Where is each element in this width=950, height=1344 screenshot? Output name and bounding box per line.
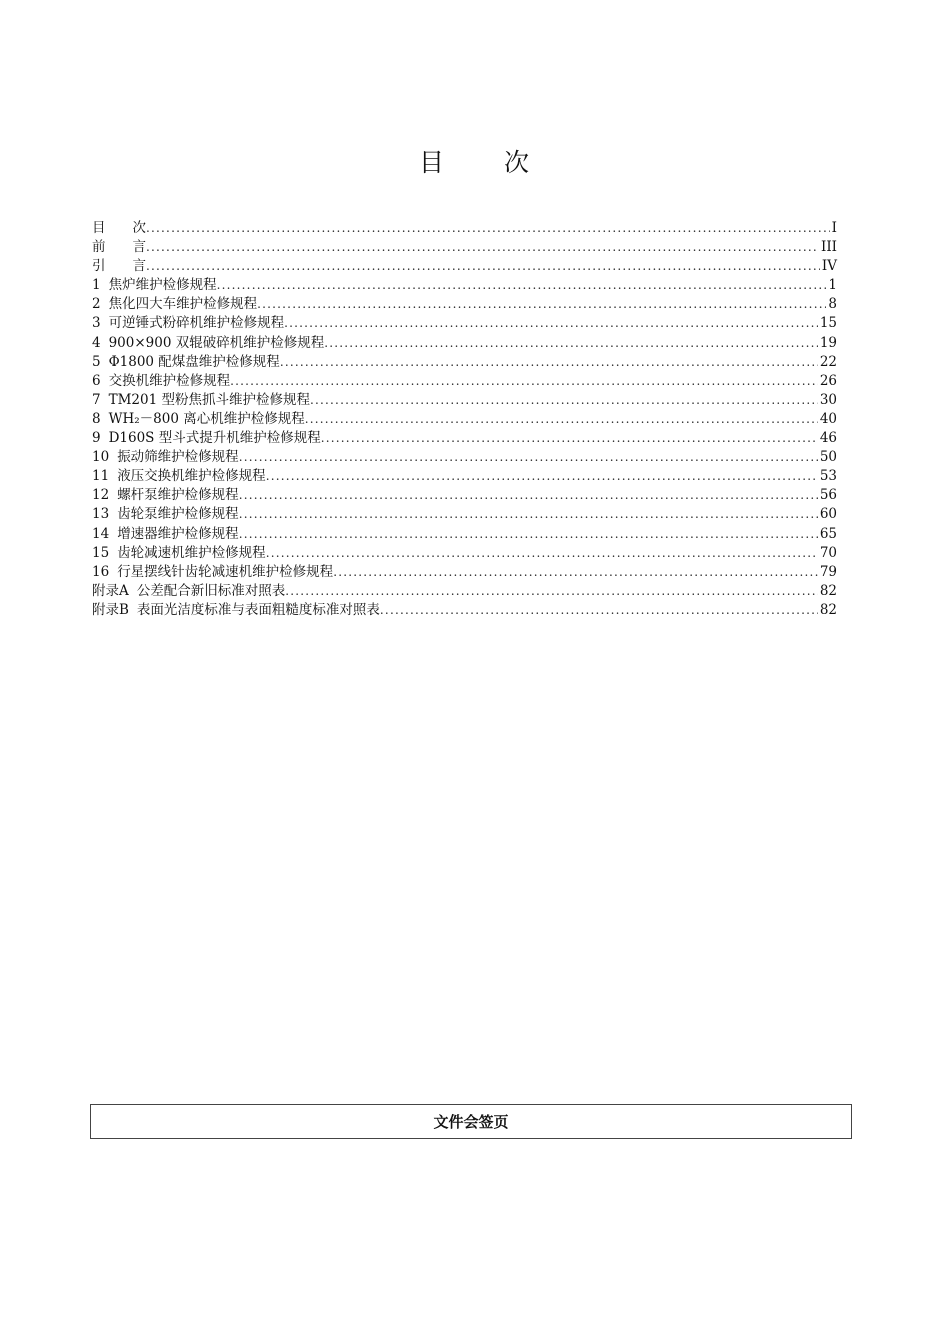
toc-number: 11 [92, 468, 110, 485]
toc-text: 增速器维护检修规程 [117, 525, 239, 542]
toc-page-number: 70 [819, 544, 837, 561]
toc-number: 8 [92, 410, 101, 427]
toc-row-7[interactable] [92, 391, 837, 410]
toc-number: 12 [92, 487, 110, 504]
toc-leader-dots [266, 544, 818, 563]
toc-text: 目 次 [92, 220, 146, 236]
toc-page-number: 46 [819, 430, 837, 447]
toc-row-4[interactable] [92, 334, 837, 353]
toc-row-12[interactable] [92, 486, 837, 505]
page-title [0, 143, 950, 179]
title-char-1: 目 [418, 148, 446, 177]
toc-number: 10 [92, 449, 110, 466]
toc-text: 交换机维护检修规程 [108, 372, 231, 389]
toc-page-number: 53 [819, 468, 837, 485]
toc-leader-dots [230, 372, 818, 391]
toc-leader-dots [239, 505, 818, 524]
toc-page-number: 60 [819, 506, 837, 523]
toc-text: 焦化四大车维护检修规程 [108, 296, 258, 313]
toc-leader-dots [380, 601, 818, 620]
toc-leader-dots [285, 582, 818, 601]
toc-text: Φ1800 配煤盘维护检修规程 [108, 353, 280, 370]
toc-leader-dots [217, 276, 827, 295]
toc-text: 引 言 [92, 258, 146, 275]
toc-number: 4 [92, 334, 101, 351]
toc-leader-dots [280, 353, 818, 372]
toc-row-13[interactable] [92, 505, 837, 524]
toc-text: 前 言 [92, 239, 146, 256]
title-char-2: 次 [504, 148, 532, 177]
toc-text: 振动筛维护检修规程 [117, 449, 239, 466]
toc-page-number: 26 [819, 372, 837, 389]
toc-number: 16 [92, 563, 110, 580]
toc-page-number: 40 [819, 410, 837, 427]
toc-row-14[interactable] [92, 525, 837, 544]
toc-row-appendix-a[interactable] [92, 582, 837, 601]
toc-leader-dots [321, 429, 818, 448]
toc-row-appendix-b[interactable] [92, 601, 837, 620]
toc-page-number: I [831, 220, 837, 236]
toc-row-2[interactable] [92, 295, 837, 314]
toc-page-number: 30 [819, 391, 837, 408]
toc-page-number: 82 [819, 582, 837, 599]
toc-page-number: 15 [819, 315, 837, 332]
toc-number: 9 [92, 430, 101, 447]
toc-text: 齿轮减速机维护检修规程 [117, 544, 266, 561]
toc-number: 6 [92, 372, 101, 389]
toc-page-number: 56 [819, 487, 837, 504]
toc-leader-dots [266, 467, 818, 486]
toc-row-contents[interactable] [92, 219, 837, 238]
toc-page-number: 79 [819, 563, 837, 580]
toc-page-number: 22 [819, 353, 837, 370]
toc-leader-dots [239, 525, 818, 544]
toc-leader-dots [324, 334, 818, 353]
toc-text: 表面光洁度标准与表面粗糙度标准对照表 [136, 601, 380, 618]
toc-number: 5 [92, 353, 101, 370]
toc-number: 附录A [92, 582, 129, 599]
toc-page-number: 82 [819, 601, 837, 618]
toc-number: 1 [92, 277, 101, 294]
toc-number: 15 [92, 544, 110, 561]
toc-text: TM201 型粉焦抓斗维护检修规程 [108, 391, 310, 408]
table-of-contents [92, 219, 837, 620]
toc-row-8[interactable] [92, 410, 837, 429]
toc-text: 可逆锤式粉碎机维护检修规程 [108, 315, 285, 332]
toc-text: 行星摆线针齿轮减速机维护检修规程 [117, 563, 334, 580]
toc-row-16[interactable] [92, 563, 837, 582]
toc-row-1[interactable] [92, 276, 837, 295]
toc-text: 齿轮泵维护检修规程 [117, 506, 239, 523]
toc-row-15[interactable] [92, 544, 837, 563]
toc-number: 附录B [92, 601, 129, 618]
toc-leader-dots [257, 295, 826, 314]
toc-leader-dots [284, 314, 818, 333]
toc-text: 螺杆泵维护检修规程 [117, 487, 239, 504]
toc-text: 900×900 双辊破碎机维护检修规程 [108, 334, 325, 351]
toc-row-5[interactable] [92, 353, 837, 372]
toc-row-10[interactable] [92, 448, 837, 467]
toc-number: 2 [92, 296, 101, 313]
toc-page-number: IV [821, 258, 837, 275]
toc-leader-dots [310, 391, 818, 410]
toc-page-number: III [821, 239, 837, 256]
toc-number: 14 [92, 525, 110, 542]
toc-text: WH₂－800 离心机维护检修规程 [108, 410, 305, 427]
toc-row-preface[interactable] [92, 238, 837, 257]
toc-leader-dots [146, 257, 820, 276]
toc-page-number: 8 [828, 296, 837, 313]
toc-row-11[interactable] [92, 467, 837, 486]
toc-number: 3 [92, 315, 101, 332]
toc-text: 公差配合新旧标准对照表 [136, 582, 286, 599]
toc-page-number: 1 [828, 277, 837, 294]
toc-leader-dots [305, 410, 818, 429]
toc-number: 7 [92, 391, 101, 408]
toc-row-6[interactable] [92, 372, 837, 391]
toc-leader-dots [239, 448, 818, 467]
toc-page-number: 19 [819, 334, 837, 351]
toc-leader-dots [333, 563, 818, 582]
sign-page-header: 文件会签页 [90, 1104, 852, 1139]
toc-page-number: 65 [819, 525, 837, 542]
toc-leader-dots [146, 219, 830, 238]
toc-number: 13 [92, 506, 110, 523]
toc-text: D160S 型斗式提升机维护检修规程 [108, 430, 321, 447]
toc-page-number: 50 [819, 449, 837, 466]
toc-text: 焦炉维护检修规程 [108, 277, 217, 294]
toc-leader-dots [146, 238, 819, 257]
toc-row-introduction[interactable] [92, 257, 837, 276]
toc-leader-dots [239, 486, 818, 505]
toc-row-3[interactable] [92, 314, 837, 333]
toc-row-9[interactable] [92, 429, 837, 448]
toc-text: 液压交换机维护检修规程 [117, 468, 266, 485]
